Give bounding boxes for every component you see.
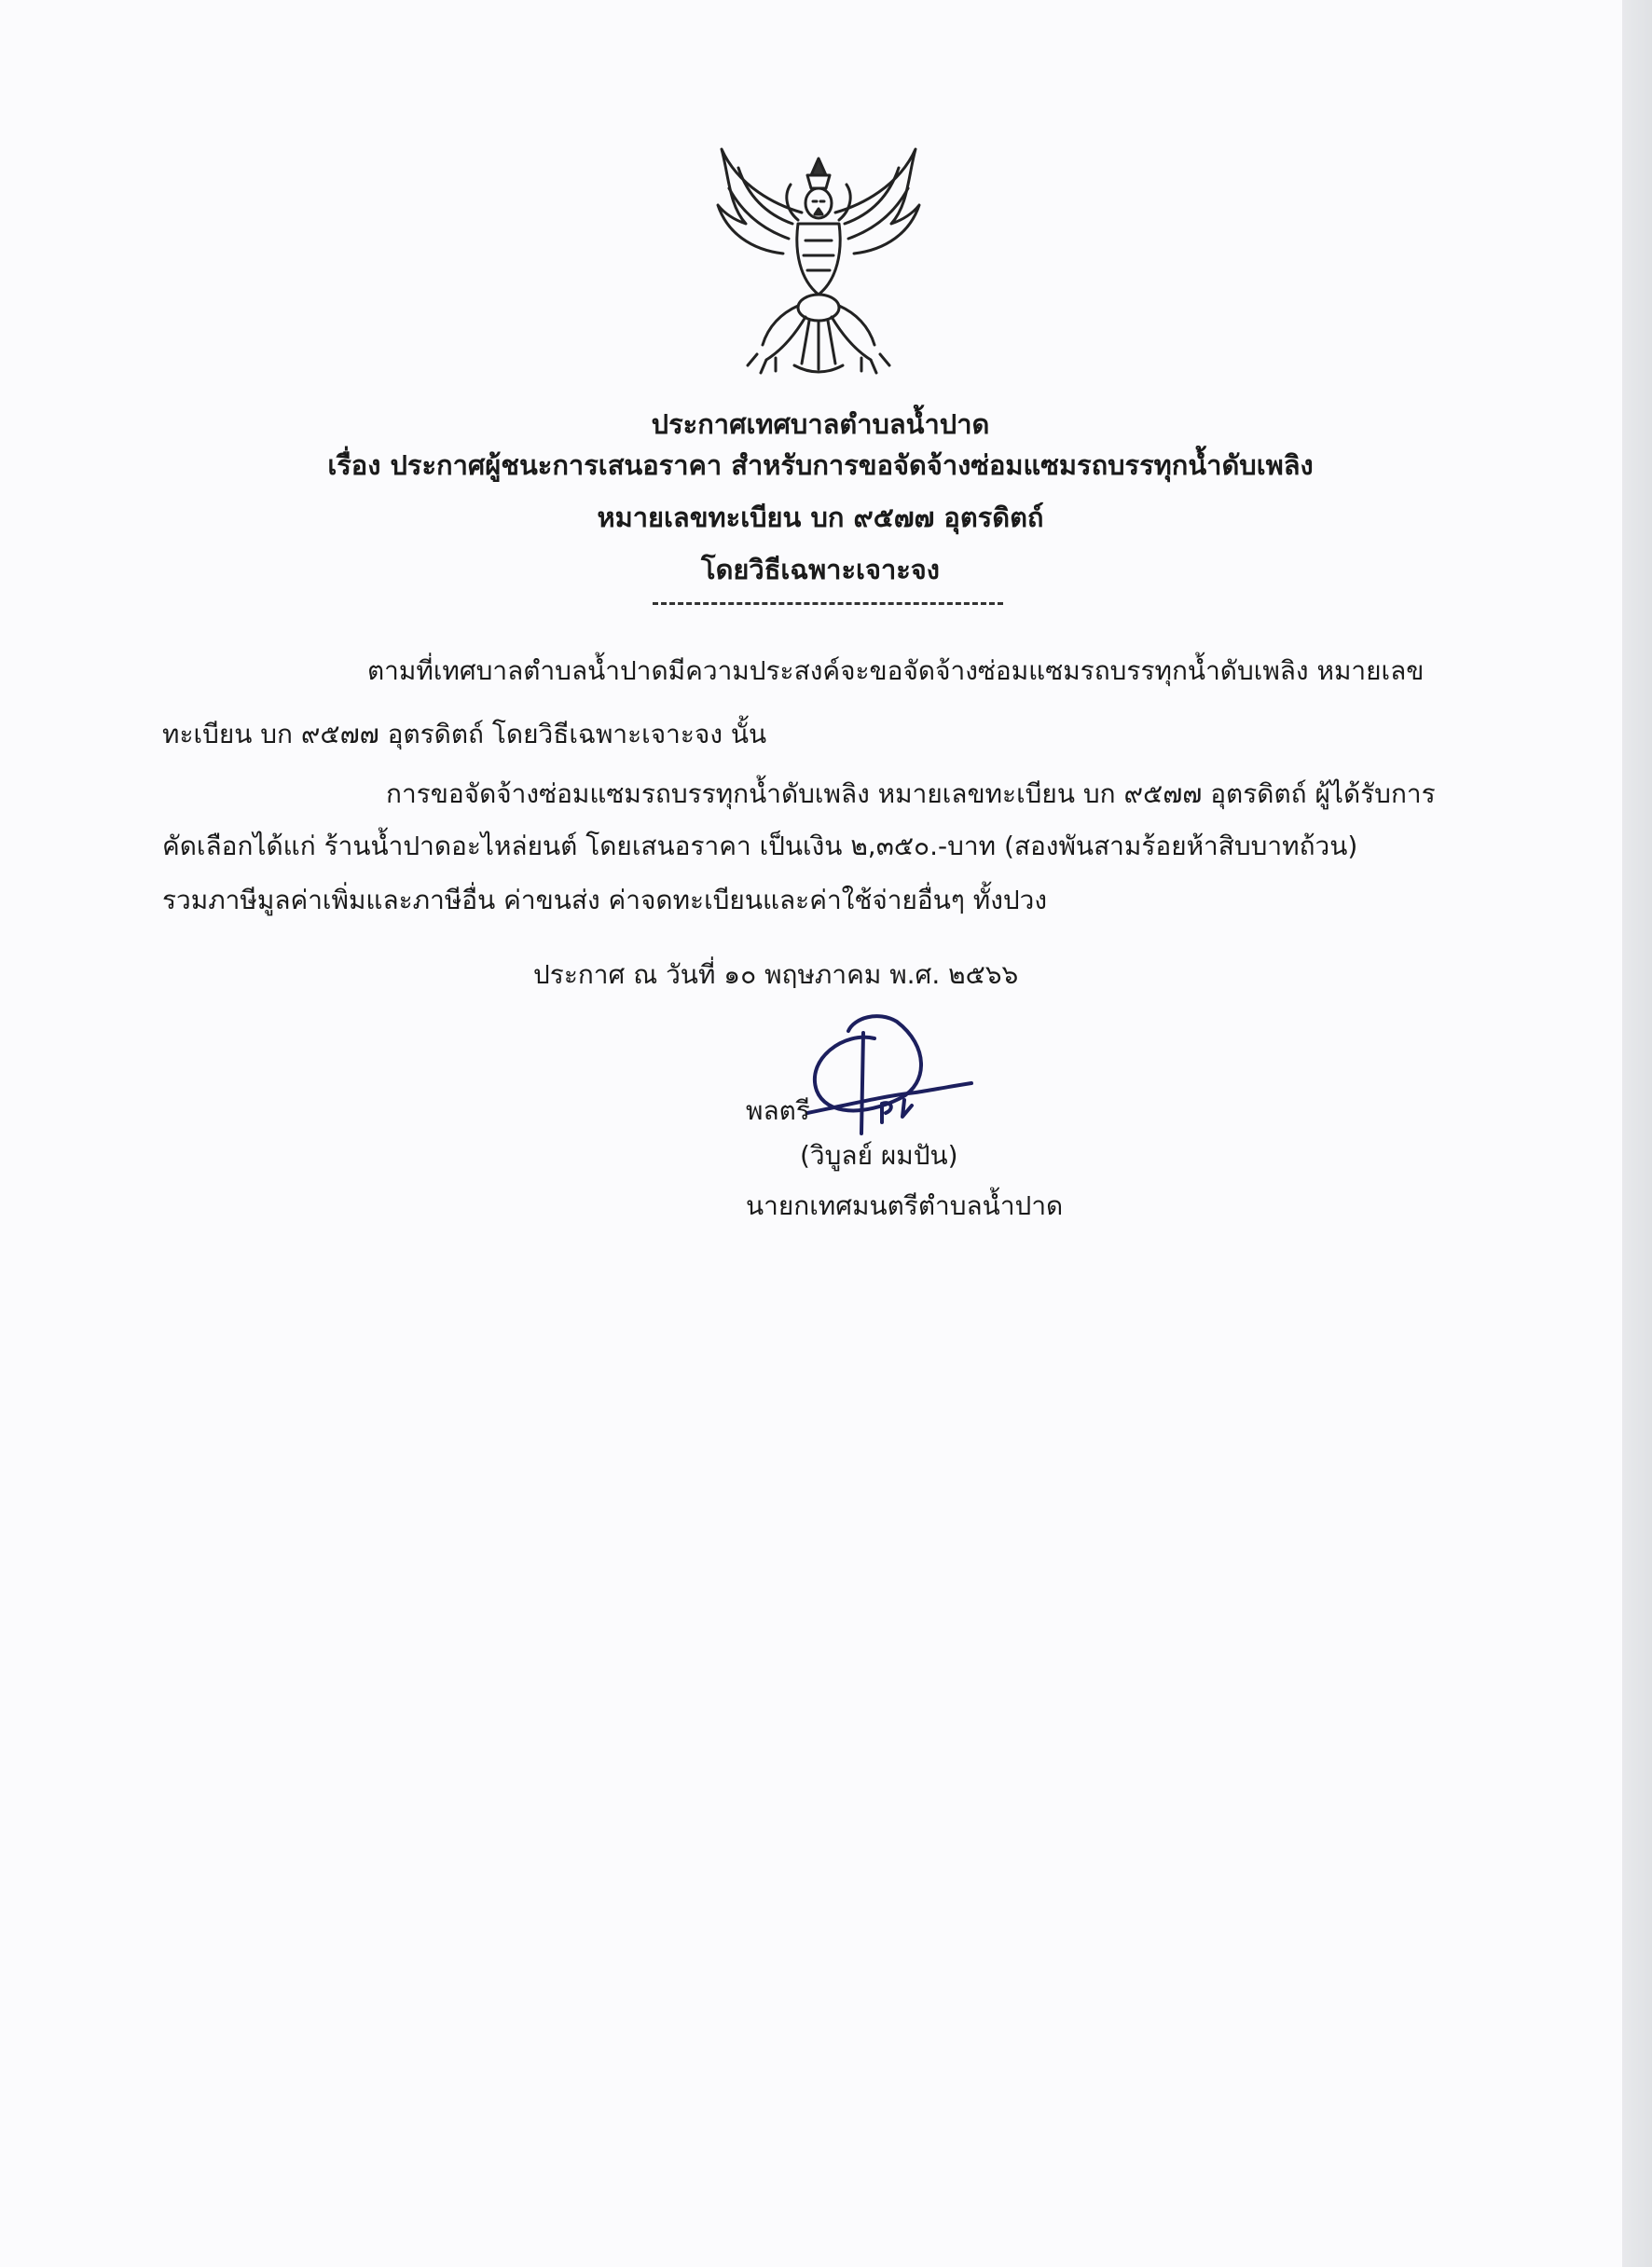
notice-title: ประกาศเทศบาลตำบลน้ำปาด [651,408,990,440]
page-edge-shadow [1622,0,1652,2267]
paragraph1-line1: ตามที่เทศบาลตำบลน้ำปาดมีความประสงค์จะขอจัดจ้างซ่อมแซมรถบรรทุกน้ำดับเพลิง หมายเลข [367,655,1425,686]
paragraph2-line2: คัดเลือกได้แก่ ร้านน้ำปาดอะไหล่ยนต์ โดยเสนอราคา เป็นเงิน ๒,๓๕๐.-บาท (สองพันสามร้อยห้าสิบบาทถ้วน) [162,831,1358,861]
signatory-name: (วิบูลย์ ผมปัน) [800,1140,958,1171]
vehicle-registration: หมายเลขทะเบียน บก ๙๕๗๗ อุตรดิตถ์ [597,501,1044,533]
paragraph2-line3: รวมภาษีมูลค่าเพิ่มและภาษีอื่น ค่าขนส่ง ค่าจดทะเบียนและค่าใช้จ่ายอื่นๆ ทั้งปวง [162,885,1048,915]
notice-subject: เรื่อง ประกาศผู้ชนะการเสนอราคา สำหรับการขอจัดจ้างซ่อมแซมรถบรรทุกน้ำดับเพลิง [327,449,1314,481]
procurement-method: โดยวิธีเฉพาะเจาะจง [701,554,940,585]
garuda-emblem-icon [701,131,936,382]
paragraph1-line2: ทะเบียน บก ๙๕๗๗ อุตรดิตถ์ โดยวิธีเฉพาะเจาะจง นั้น [162,719,767,749]
paragraph2-line1: การขอจัดจ้างซ่อมแซมรถบรรทุกน้ำดับเพลิง หมายเลขทะเบียน บก ๙๕๗๗ อุตรดิตถ์ ผู้ได้รับการ [386,778,1436,809]
announcement-date: ประกาศ ณ วันที่ ๑๐ พฤษภาคม พ.ศ. ๒๕๖๖ [533,959,1019,990]
signatory-rank: พลตรี [746,1095,810,1126]
signatory-position: นายกเทศมนตรีตำบลน้ำปาด [746,1190,1064,1221]
heading-divider [653,602,1003,605]
handwritten-signature [789,994,984,1143]
